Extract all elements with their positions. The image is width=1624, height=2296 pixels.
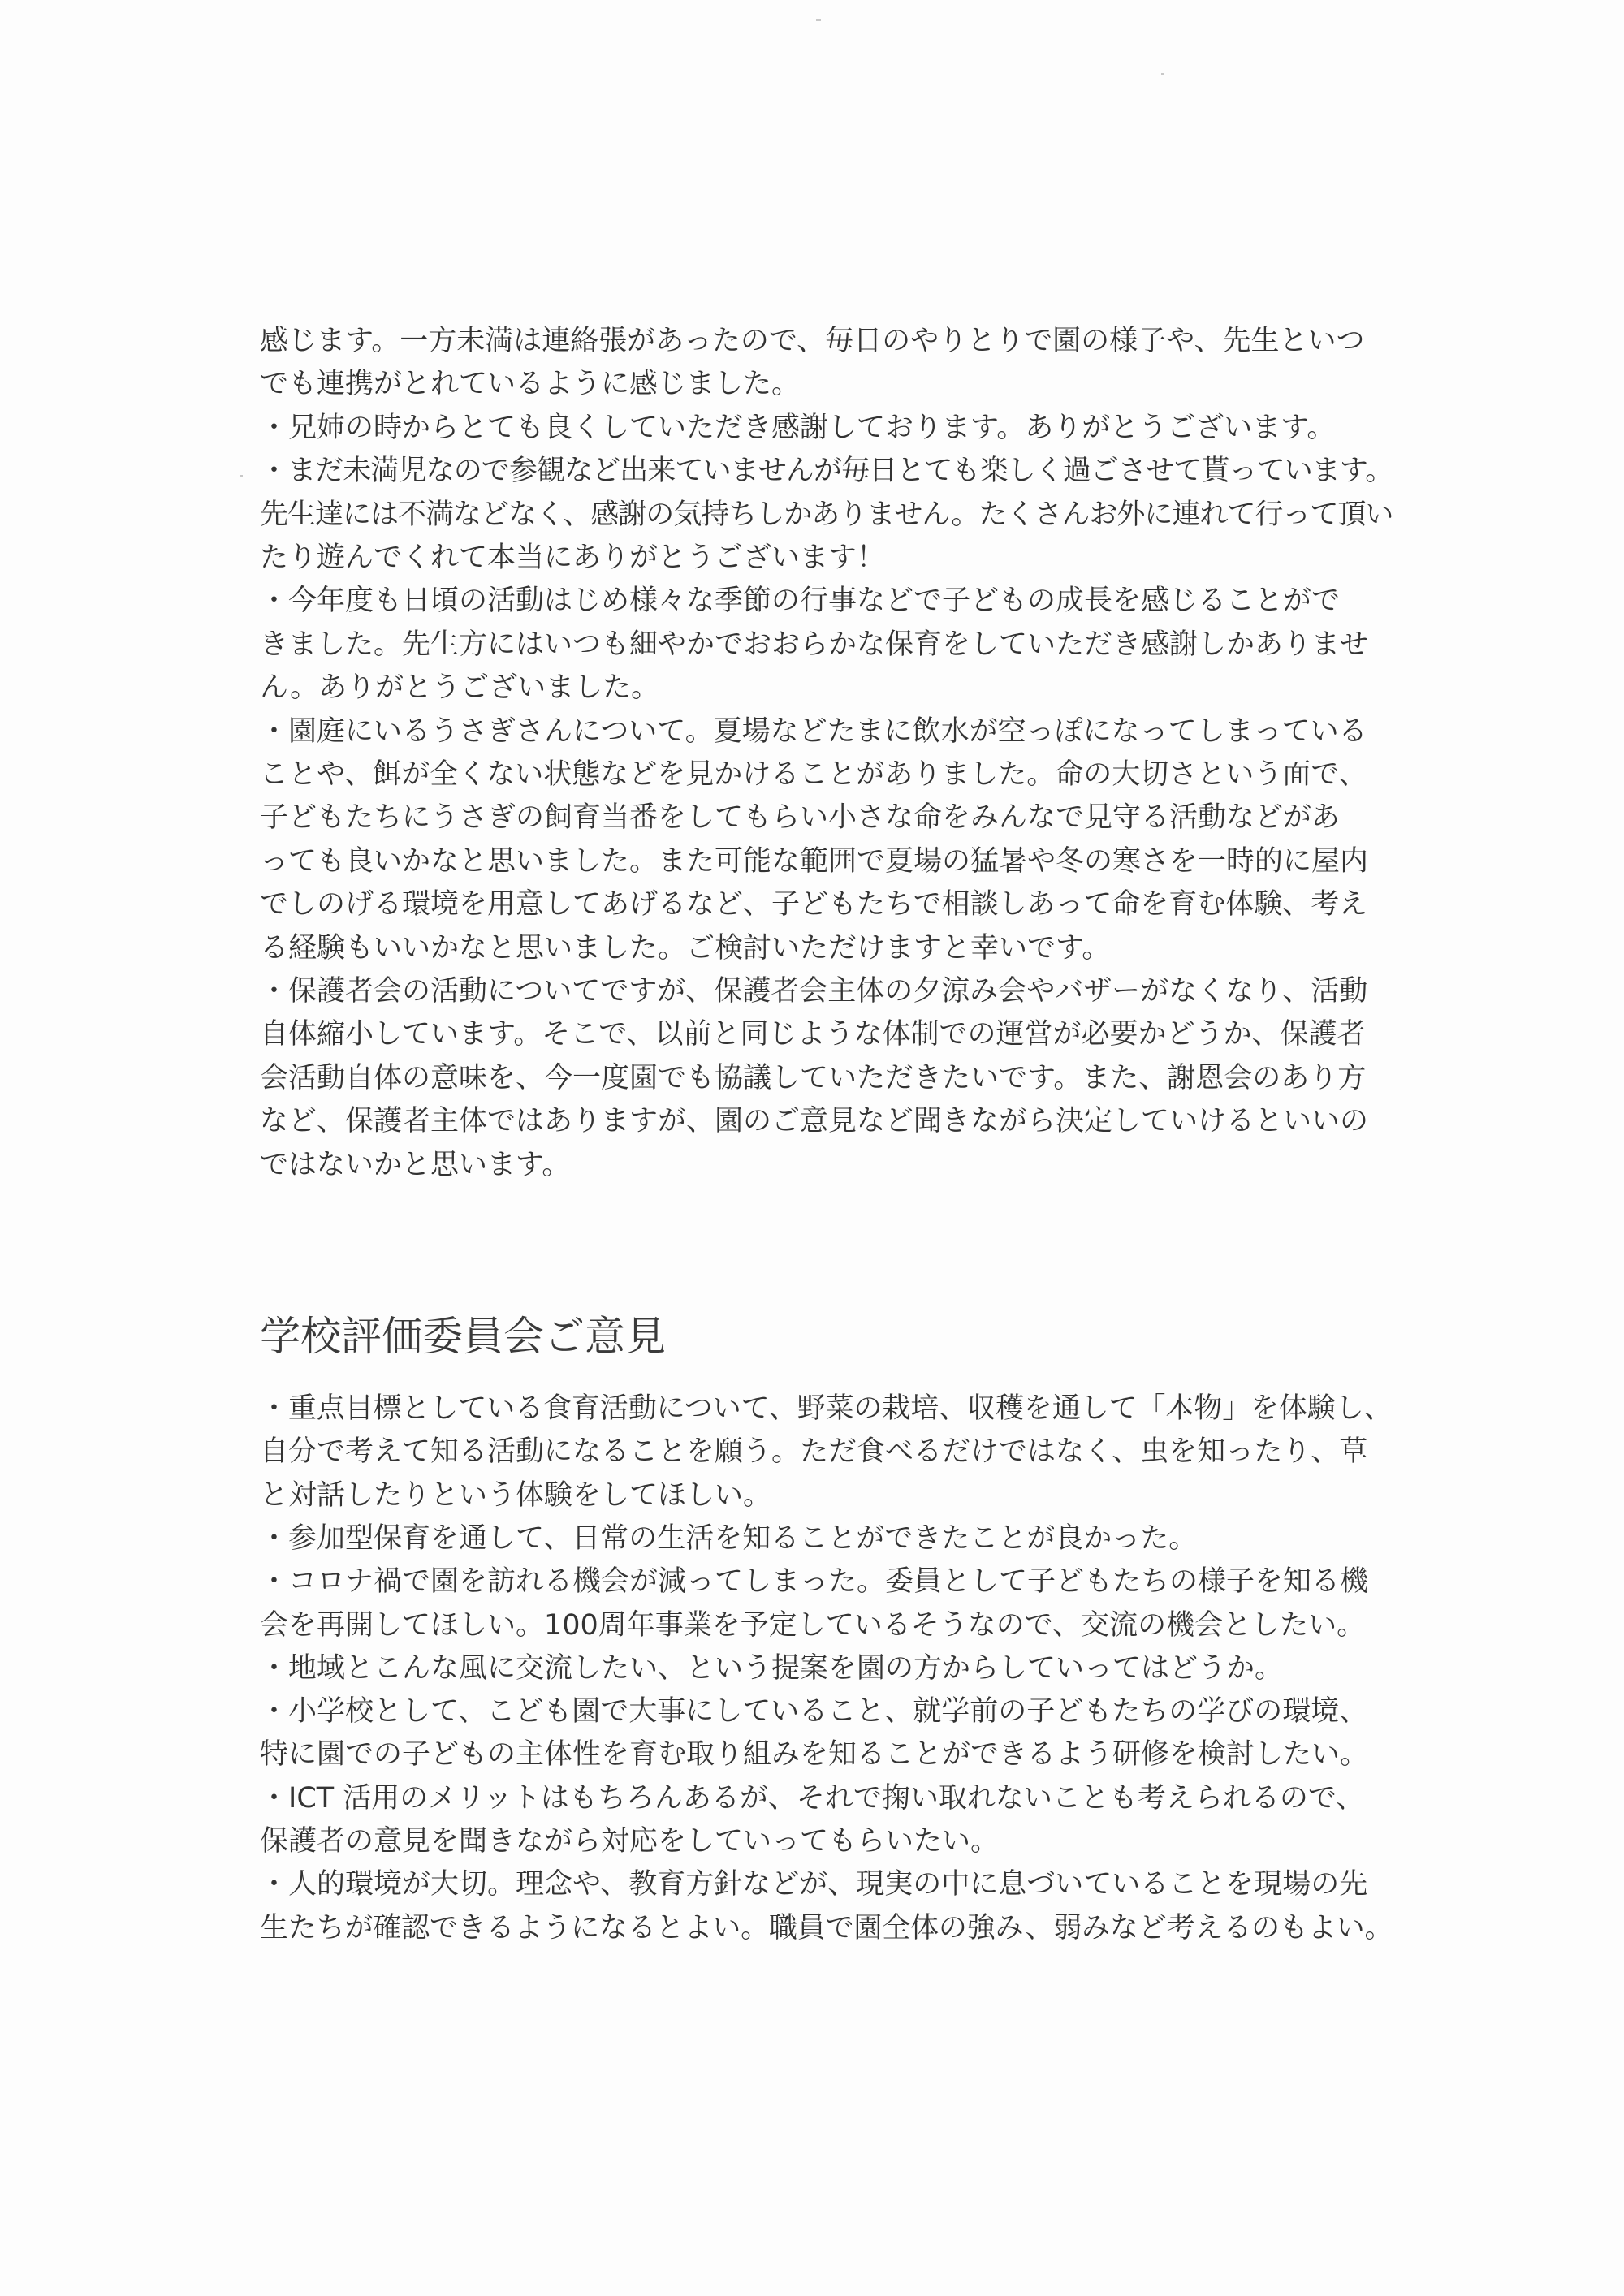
text-line: 保護者の意見を聞きながら対応をしていってもらいたい。 bbox=[260, 1825, 1000, 1858]
text-line: でしのげる環境を用意してあげるなど、子どもたちで相談しあって命を育む体験、考え bbox=[260, 888, 1368, 921]
text-line: 先生達には不満などなく、感謝の気持ちしかありません。たくさんお外に連れて行って頂い bbox=[260, 498, 1393, 531]
scan-speck bbox=[816, 19, 821, 21]
section-heading: 学校評価委員会ご意見 bbox=[260, 1313, 666, 1360]
text-line: 会活動自体の意味を、今一度園でも協議していただきたいです。また、謝恩会のあり方 bbox=[260, 1061, 1367, 1094]
text-line: 自分で考えて知る活動になることを願う。ただ食べるだけではなく、虫を知ったり、草 bbox=[260, 1435, 1368, 1469]
text-line: 生たちが確認できるようになるとよい。職員で園全体の強み、弱みなど考えるのもよい。 bbox=[260, 1911, 1393, 1944]
text-line: ・園庭にいるうさぎさんについて。夏場などたまに飲水が空っぽになってしまっている bbox=[260, 714, 1367, 748]
text-line: ・小学校として、こども園で大事にしていること、就学前の子どもたちの学びの環境、 bbox=[260, 1695, 1368, 1728]
text-line: ・まだ未満児なので参観など出来ていませんが毎日とても楽しく過ごさせて貰っています。 bbox=[260, 455, 1393, 488]
text-line: っても良いかなと思いました。また可能な範囲で夏場の猛暑や冬の寒さを一時的に屋内 bbox=[260, 844, 1369, 878]
text-line: ・コロナ禍で園を訪れる機会が減ってしまった。委員として子どもたちの様子を知る機 bbox=[260, 1565, 1369, 1599]
text-line: ・参加型保育を通して、日常の生活を知ることができたことが良かった。 bbox=[260, 1521, 1198, 1555]
text-line: 自体縮小しています。そこで、以前と同じような体制での運営が必要かどうか、保護者 bbox=[260, 1018, 1366, 1051]
text-line: ・保護者会の活動についてですが、保護者会主体の夕涼み会やバザーがなくなり、活動 bbox=[260, 975, 1368, 1008]
text-line: ・重点目標としている食育活動について、野菜の栽培、収穫を通して「本物」を体験し、 bbox=[260, 1392, 1393, 1425]
text-line: 会を再開してほしい。100周年事業を予定しているそうなので、交流の機会としたい。 bbox=[260, 1608, 1366, 1642]
text-line: ・ICT 活用のメリットはもちろんあるが、それで掬い取れないことも考えられるので、 bbox=[260, 1781, 1365, 1815]
text-line: ことや、餌が全くない状態などを見かけることがありました。命の大切さという面で、 bbox=[260, 758, 1367, 791]
text-line: ・今年度も日頃の活動はじめ様々な季節の行事などで子どもの成長を感じることがで bbox=[260, 585, 1341, 618]
text-line: など、保護者主体ではありますが、園のご意見など聞きながら決定していけるといいの bbox=[260, 1105, 1369, 1138]
text-line: たり遊んでくれて本当にありがとうございます！ bbox=[260, 542, 886, 574]
text-line: ん。ありがとうございました。 bbox=[260, 671, 660, 705]
text-line: 子どもたちにうさぎの飼育当番をしてもらい小さな命をみんなで見守る活動などがあ bbox=[260, 801, 1341, 835]
scan-speck bbox=[1161, 73, 1164, 75]
scan-speck bbox=[240, 475, 243, 477]
text-line: る経験もいいかなと思いました。ご検討いただけますと幸いです。 bbox=[260, 931, 1111, 965]
text-line: 特に園での子どもの主体性を育む取り組みを知ることができるよう研修を検討したい。 bbox=[260, 1738, 1369, 1772]
text-line: きました。先生方にはいつも細やかでおおらかな保育をしていただき感謝しかありませ bbox=[260, 628, 1369, 661]
text-line: でも連携がとれているように感じました。 bbox=[260, 368, 801, 401]
text-line: と対話したりという体験をしてほしい。 bbox=[260, 1478, 772, 1512]
text-line: 感じます。一方未満は連絡張があったので、毎日のやりとりで園の様子や、先生といつ bbox=[260, 325, 1365, 357]
text-line: ・人的環境が大切。理念や、教育方針などが、現実の中に息づいていることを現場の先 bbox=[260, 1868, 1368, 1901]
text-line: ではないかと思います。 bbox=[260, 1148, 571, 1181]
text-line: ・地域とこんな風に交流したい、という提案を園の方からしていってはどうか。 bbox=[260, 1651, 1284, 1685]
text-line: ・兄姉の時からとても良くしていただき感謝しております。ありがとうございます。 bbox=[260, 411, 1336, 444]
